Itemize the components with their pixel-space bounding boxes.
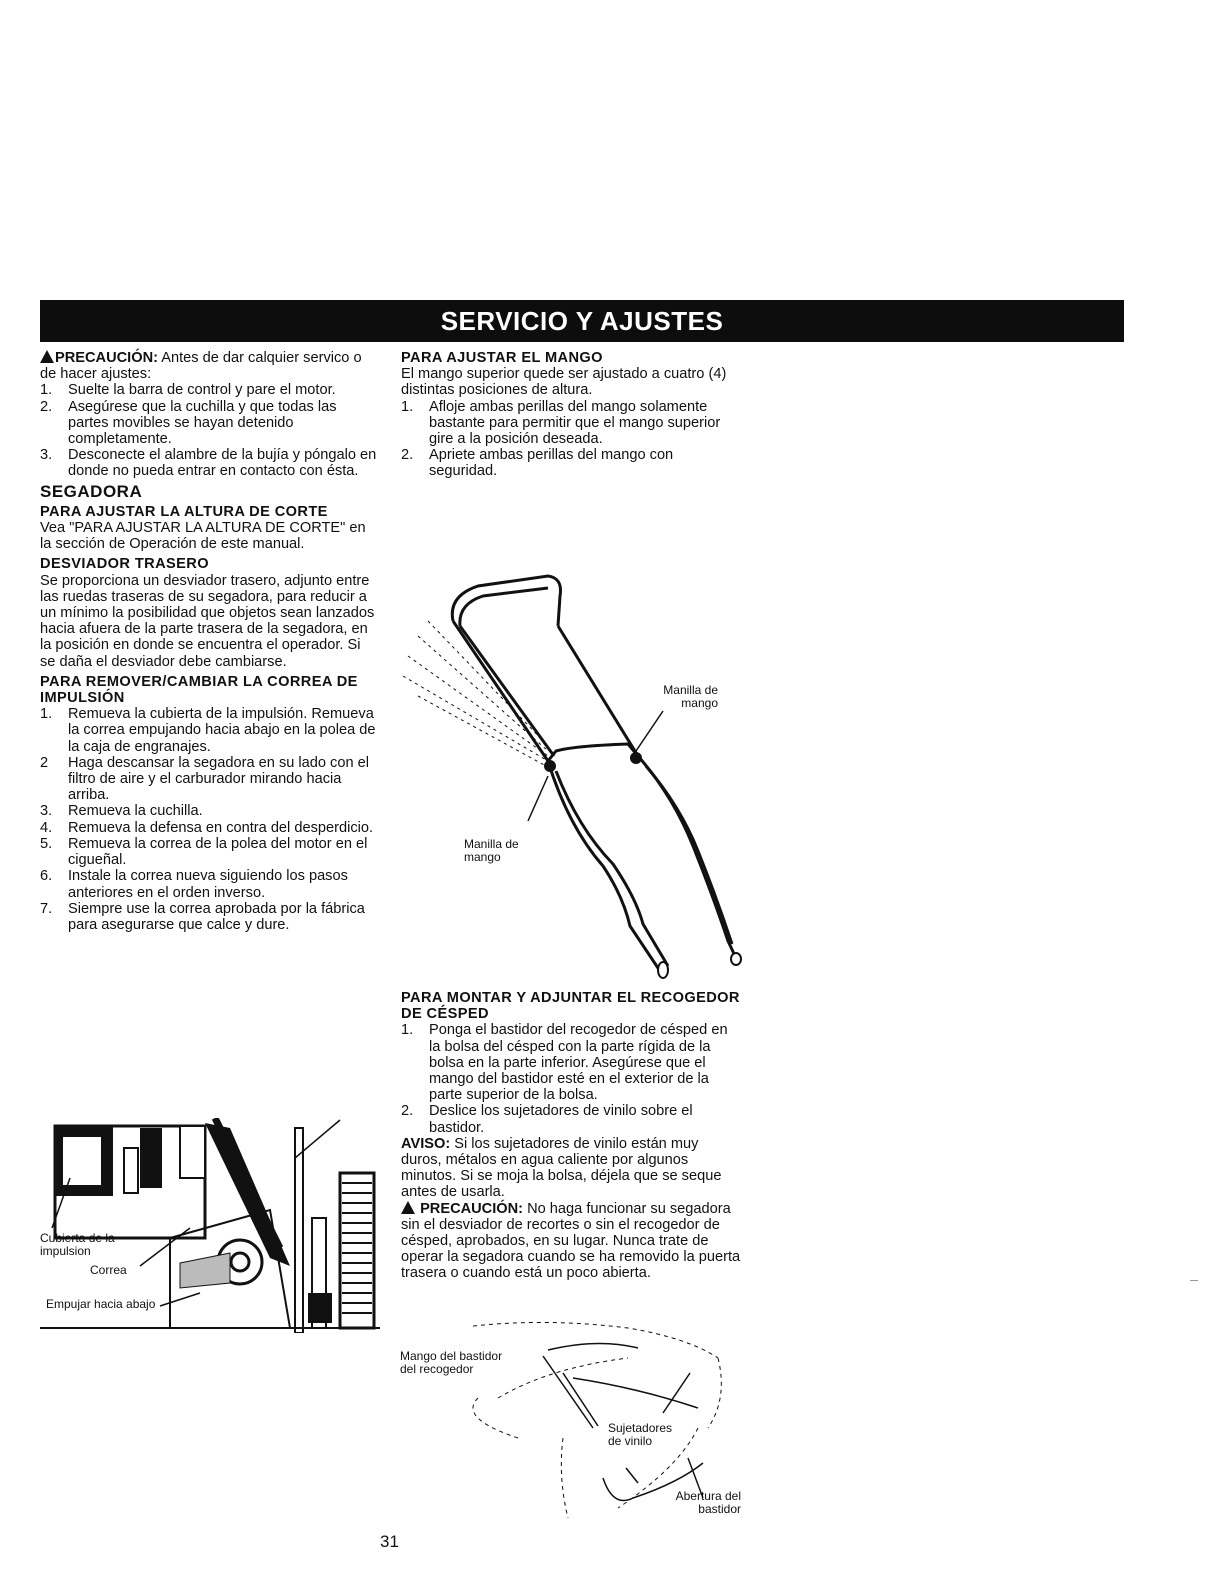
desviador-heading: DESVIADOR TRASERO <box>40 556 209 573</box>
step-text: Siempre use la correa aprobada por la fábrica para asegurarse que calce y dure. <box>68 900 365 933</box>
step-number: 4. <box>40 819 53 836</box>
belt-figure <box>40 1118 380 1333</box>
step-text: Remueva la cuchilla. <box>68 803 203 820</box>
margin-mark <box>1190 1280 1198 1281</box>
step-text: Apriete ambas perillas del mango con seguridad. <box>429 447 674 480</box>
left-column <box>40 350 378 933</box>
right-column-bottom <box>401 990 741 1282</box>
step-number: 2 <box>40 754 49 771</box>
step-text: Suelte la barra de control y pare el motor. <box>68 382 336 399</box>
step-number: 2. <box>401 447 414 464</box>
warning-icon <box>40 350 54 363</box>
label-sujetadores: Sujetadores de vinilo <box>608 1421 673 1448</box>
step-text: Remueva la cubierta de la impulsión. Remueva la correa empujando hacia abajo en la polea de la caja de engranajes. <box>68 706 376 755</box>
step-item <box>40 755 378 804</box>
label-abertura: Abertura del bastidor <box>675 1489 741 1516</box>
step-item <box>40 399 378 448</box>
warning-icon <box>401 1201 415 1214</box>
step-item <box>401 447 741 479</box>
step-item <box>40 447 378 479</box>
handle-illustration <box>398 566 743 986</box>
altura-heading: PARA AJUSTAR LA ALTURA DE CORTE <box>40 503 328 520</box>
precaucion-paragraph: PRECAUCIÓN: No haga funcionar su segadora sin el desviador de recortes o sin el recogedor de césped, aprobados, en su lugar. Nunca trate de operar la segadora cuando se ha removido la puerta trasera o cuando está un poco abierta. <box>401 1200 741 1282</box>
step-item <box>40 820 378 836</box>
right-column-top <box>401 350 741 480</box>
label-correa: Correa <box>90 1263 127 1277</box>
step-item <box>40 901 378 933</box>
step-item <box>40 382 378 398</box>
label-cubierta: Cubierta de la impulsion <box>40 1231 115 1258</box>
label-empujar: Empujar hacia abajo <box>46 1297 156 1311</box>
step-text: Remueva la correa de la polea del motor en el cigueñal. <box>68 835 368 869</box>
correa-steps-list <box>40 706 378 933</box>
step-number: 6. <box>40 868 53 885</box>
montar-heading: PARA MONTAR Y ADJUNTAR EL RECOGEDOR DE CÉSPED <box>401 990 740 1023</box>
step-item <box>401 1022 741 1103</box>
montar-steps-list <box>401 1022 741 1135</box>
step-number: 3. <box>40 803 53 820</box>
step-item <box>40 836 378 868</box>
step-text: Ponga el bastidor del recogedor de césped en la bolsa del césped con la parte rígida de la bolsa en la parte inferior. Asegúrese que el mango del bastidor esté en el exterior de la parte superior de la bolsa. <box>429 1022 728 1104</box>
step-item <box>40 868 378 900</box>
aviso-paragraph: AVISO: Si los sujetadores de vinilo están muy duros, métalos en agua caliente por algunos minutos. Si se moja la bolsa, déjela que se seque antes de usarla. <box>401 1135 722 1201</box>
step-item <box>401 399 741 448</box>
step-number: 2. <box>40 398 53 415</box>
step-number: 1. <box>401 398 414 415</box>
label-mango-bastidor: Mango del bastidor del recogedor <box>400 1349 503 1376</box>
step-text: Deslice los sujetadores de vinilo sobre el bastidor. <box>429 1103 693 1136</box>
step-number: 1. <box>40 706 53 723</box>
section-banner: SERVICIO Y AJUSTES <box>40 300 1124 342</box>
caution-paragraph: PRECAUCIÓN: Antes de dar calquier servico o de hacer ajustes: <box>40 350 362 383</box>
correa-heading: PARA REMOVER/CAMBIAR LA CORREA DE IMPULSIÓN <box>40 673 358 707</box>
bag-figure <box>398 1318 743 1528</box>
step-item <box>40 803 378 819</box>
step-number: 5. <box>40 835 53 852</box>
step-text: Desconecte el alambre de la bujía y póngalo en donde no pueda entrar en contacto con ésta. <box>68 447 377 480</box>
mango-text: El mango superior quede ser ajustado a cuatro (4) distintas posiciones de altura. <box>401 366 727 399</box>
page-number: 31 <box>380 1532 399 1551</box>
step-number: 1. <box>40 382 53 399</box>
step-text: Haga descansar la segadora en su lado con el filtro de aire y el carburador mirando hacia arriba. <box>68 754 369 804</box>
mango-steps-list <box>401 399 741 480</box>
step-number: 7. <box>40 900 53 917</box>
step-text: Asegúrese que la cuchilla y que todas las partes movibles se hayan detenido completamente. <box>68 398 337 448</box>
segadora-heading: SEGADORA <box>40 481 143 501</box>
desviador-text: Se proporciona un desviador trasero, adjunto entre las ruedas traseras de su segadora, para reducir a un mínimo la posibilidad que objetos sean lanzados hacia afuera de la parte trasera de la segadora, en la posición en donde se encuentra el operador. Si se daña el desviador debe cambiarse. <box>40 572 375 670</box>
step-text: Instale la correa nueva siguiendo los pasos anteriores en el orden inverso. <box>68 868 348 901</box>
step-item <box>40 706 378 755</box>
altura-text: Vea "PARA AJUSTAR LA ALTURA DE CORTE" en la sección de Operación de este manual. <box>40 520 366 553</box>
handle-figure <box>398 566 743 986</box>
step-number: 3. <box>40 447 53 464</box>
step-number: 1. <box>401 1022 414 1039</box>
step-text: Afloje ambas perillas del mango solamente bastante para permitir que el mango superior gire a la posición deseada. <box>429 398 721 448</box>
step-text: Remueva la defensa en contra del desperdicio. <box>68 819 374 836</box>
label-manilla-right: Manilla de mango <box>663 683 718 710</box>
label-manilla-left: Manilla de mango <box>464 837 519 864</box>
step-number: 2. <box>401 1103 414 1120</box>
step-item <box>401 1103 741 1135</box>
mango-heading: PARA AJUSTAR EL MANGO <box>401 350 603 366</box>
caution-steps-list <box>40 382 378 479</box>
